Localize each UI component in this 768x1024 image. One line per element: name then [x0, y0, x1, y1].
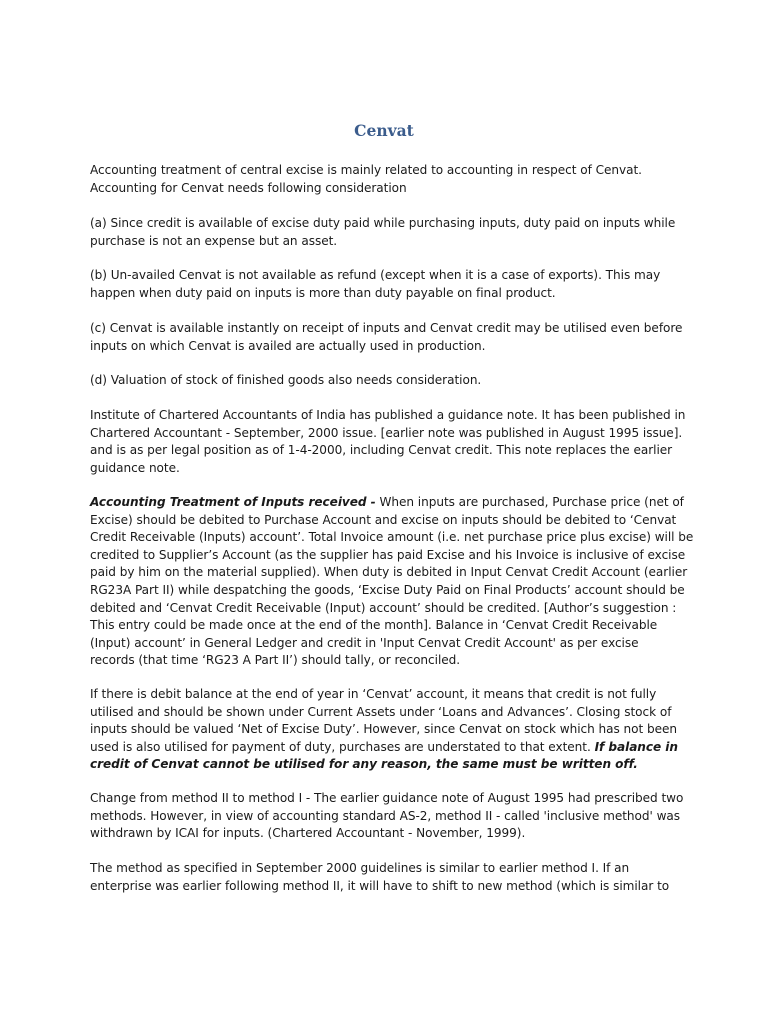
text-line: enterprise was earlier following method II, it will have to shift to new method (which is similar to: [90, 878, 670, 893]
text-line: debited and ‘Cenvat Credit Receivable (Input) account’ should be credited. [Author’s suggestion :: [90, 600, 677, 615]
text-line: (b) Un-availed Cenvat is not available as refund (except when it is a case of exports). This may: [90, 268, 661, 282]
intro-paragraph: [90, 162, 690, 197]
text-line: (Input) account’ in General Ledger and credit in 'Input Cenvat Credit Account' as per excise: [90, 635, 639, 650]
text-run: used is also utilised for payment of duty, purchases are understated to that extent.: [90, 739, 595, 754]
text-line: utilised and should be shown under Current Assets under ‘Loans and Advances’. Closing stock of: [90, 704, 672, 719]
text-line: (a) Since credit is available of excise duty paid while purchasing inputs, duty paid on inputs while: [90, 216, 676, 230]
inputs-treatment-paragraph: [90, 494, 694, 670]
text-line: (d) Valuation of stock of finished goods also needs consideration.: [90, 373, 482, 387]
text-run: When inputs are purchased, Purchase price (net of: [375, 495, 684, 509]
emphasis-text: If balance in: [594, 739, 678, 754]
text-line: Excise) should be debited to Purchase Account and excise on inputs should be debited to ‘Cenvat: [90, 512, 677, 527]
text-line: Credit Receivable (Inputs) account’. Total Invoice amount (i.e. net purchase price plus excise) will be: [90, 530, 694, 545]
debit-balance-paragraph: [90, 686, 690, 774]
text-line: guidance note.: [90, 460, 180, 475]
method-change-paragraph: [90, 790, 690, 843]
text-line: (c) Cenvat is available instantly on receipt of inputs and Cenvat credit may be utilised even before: [90, 321, 683, 335]
consideration-b-paragraph: [90, 267, 690, 302]
text-line: records (that time ‘RG23 A Part II’) should tally, or reconciled.: [90, 653, 461, 668]
text-line: RG23A Part II) while despatching the goods, ‘Excise Duty Paid on Final Products’ account should be: [90, 582, 685, 597]
section-heading: Accounting Treatment of Inputs received -: [90, 495, 376, 509]
text-line: Accounting for Cenvat needs following consideration: [90, 180, 407, 195]
text-line: and is as per legal position as of 1-4-2000, including Cenvat credit. This note replaces the earlier: [90, 443, 673, 458]
text-line: happen when duty paid on inputs is more than duty payable on final product.: [90, 285, 556, 300]
text-line: Accounting treatment of central excise is mainly related to accounting in respect of Cenvat.: [90, 163, 642, 177]
text-line: If there is debit balance at the end of year in ‘Cenvat’ account, it means that credit is not fully: [90, 687, 657, 701]
text-line: credited to Supplier’s Account (as the supplier has paid Excise and his Invoice is inclusive of excise: [90, 547, 686, 562]
text-line: paid by him on the material supplied). When duty is debited in Input Cenvat Credit Account (earlier: [90, 565, 688, 580]
text-line: inputs should be valued ‘Net of Excise Duty’. However, since Cenvat on stock which has not been: [90, 722, 678, 737]
consideration-a-paragraph: [90, 215, 690, 250]
document-title: Cenvat: [354, 121, 414, 140]
consideration-c-paragraph: [90, 320, 690, 355]
text-line: Change from method II to method I - The earlier guidance note of August 1995 had prescribed two: [90, 791, 684, 805]
text-line: methods. However, in view of accounting standard AS-2, method II - called 'inclusive method' was: [90, 808, 681, 823]
text-line: Institute of Chartered Accountants of India has published a guidance note. It has been published in: [90, 408, 686, 422]
text-line: inputs on which Cenvat is availed are actually used in production.: [90, 338, 486, 353]
text-line: withdrawn by ICAI for inputs. (Chartered Accountant - November, 1999).: [90, 826, 526, 841]
text-line: The method as specified in September 2000 guidelines is similar to earlier method I. If an: [90, 861, 630, 875]
text-line: [90, 739, 690, 757]
text-line: purchase is not an expense but an asset.: [90, 233, 338, 248]
text-line: Chartered Accountant - September, 2000 issue. [earlier note was published in August 1995 issue].: [90, 425, 683, 440]
consideration-d-paragraph: [90, 372, 690, 390]
emphasis-line: credit of Cenvat cannot be utilised for any reason, the same must be written off.: [90, 757, 638, 772]
icai-guidance-paragraph: [90, 407, 690, 477]
september-method-paragraph: [90, 860, 690, 895]
text-line: [90, 494, 690, 512]
text-line: This entry could be made once at the end of the month]. Balance in ‘Cenvat Credit Receivable: [90, 618, 658, 633]
